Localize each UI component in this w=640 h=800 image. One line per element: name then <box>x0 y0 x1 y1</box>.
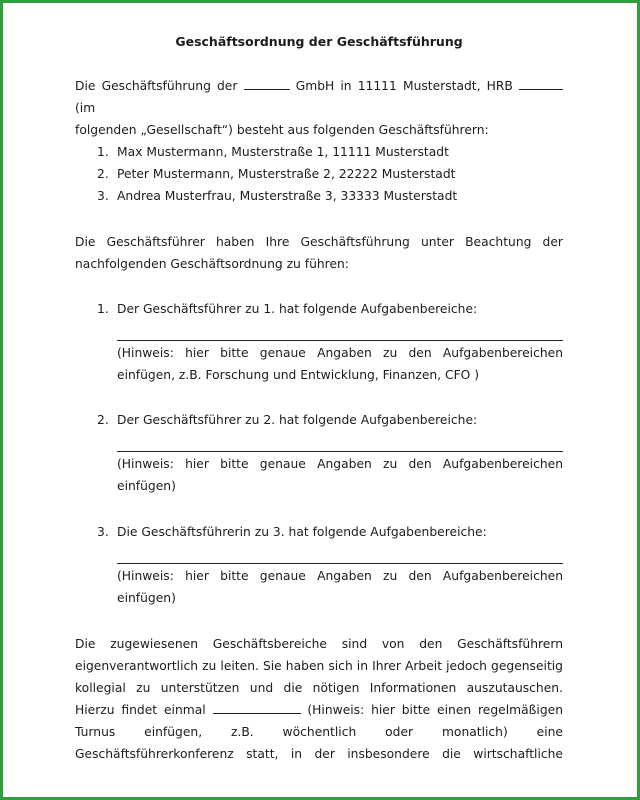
fill-in-line <box>117 319 563 341</box>
task-hint: (Hinweis: hier bitte genaue Angaben zu den Aufgabenbereichen einfügen, z.B. Forschung und Entwicklung, Finanzen, CFO ) <box>117 346 563 382</box>
fill-in-line <box>117 542 563 564</box>
task-heading: Der Geschäftsführer zu 1. hat folgende Aufgabenbereiche: <box>117 302 478 316</box>
closing-paragraph: Die zugewiesenen Geschäftsbereiche sind von den Geschäftsführern eigenverantwortlich zu leiten. Sie haben sich in Ihrer Arbeit jedoch gegenseitig kollegial zu unterstützen und die nötigen Informationen auszutauschen. Hierzu findet einmal (Hinweis: hier bitte einen regelmäßigen Turnus einfügen, z.B. wöchentlich oder monatlich) eine Geschäftsführerkonferenz statt, in der insbesondere die wirtschaftliche <box>75 637 564 761</box>
task-hint: (Hinweis: hier bitte genaue Angaben zu den Aufgabenbereichen einfügen) <box>117 457 563 493</box>
task-heading: Der Geschäftsführer zu 2. hat folgende Aufgabenbereiche: <box>117 413 478 427</box>
document-title: Geschäftsordnung der Geschäftsführung <box>175 34 463 49</box>
closing-line-4: Hierzu findet einmal (Hinweis: hier bitte einen regelmäßigen <box>75 703 564 717</box>
task-heading: Die Geschäftsführerin zu 3. hat folgende Aufgabenbereiche: <box>117 525 487 539</box>
intro-line-2: folgenden „Gesellschaft“) besteht aus folgenden Geschäftsführern: <box>75 123 489 137</box>
company-name-blank <box>244 77 290 90</box>
frequency-blank <box>213 701 301 714</box>
intro-paragraph <box>75 75 563 141</box>
rules-intro-paragraph: Die Geschäftsführer haben Ihre Geschäftsführung unter Beachtung der nachfolgenden Geschäftsordnung zu führen: <box>75 235 563 271</box>
intro-line-1: Die Geschäftsführung der GmbH in 11111 Musterstadt, HRB (im <box>75 75 563 119</box>
hrb-number-blank <box>519 77 563 90</box>
fill-in-line <box>117 430 563 452</box>
task-hint: (Hinweis: hier bitte genaue Angaben zu den Aufgabenbereichen einfügen) <box>117 569 563 605</box>
